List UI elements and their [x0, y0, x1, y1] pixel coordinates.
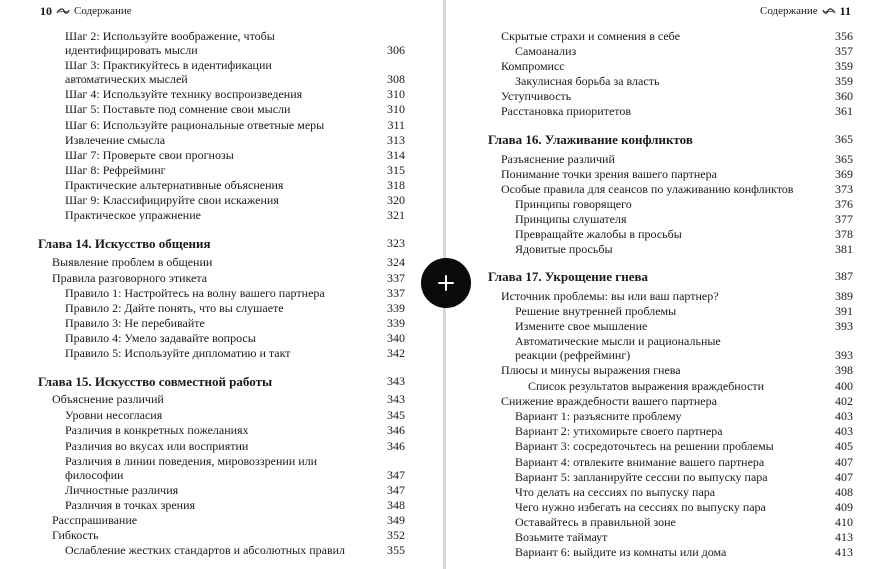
toc-entry[interactable]: Правило 2: Дайте понять, что вы слушаете 339	[65, 301, 405, 315]
toc-entry[interactable]: Автоматические мысли и рациональные	[515, 334, 721, 348]
toc-entry[interactable]: Уровни несогласия 345	[65, 408, 405, 422]
toc-entry[interactable]: Шаг 9: Классифицируйте свои искажения 320	[65, 193, 405, 207]
right-page-number: 11	[839, 3, 851, 18]
toc-entry[interactable]: Шаг 8: Рефрейминг 315	[65, 163, 405, 177]
toc-entry[interactable]: Объяснение различий 343	[52, 392, 405, 406]
toc-entry[interactable]: Различия в конкретных пожеланиях 346	[65, 423, 405, 437]
toc-entry[interactable]: Решение внутренней проблемы 391	[515, 304, 853, 318]
toc-entry[interactable]: Принципы говорящего 376	[515, 197, 853, 211]
toc-entry[interactable]: Правило 4: Умело задавайте вопросы 340	[65, 331, 405, 345]
toc-entry[interactable]: Вариант 1: разъясните проблему 403	[515, 409, 853, 423]
toc-chapter[interactable]: Глава 17. Укрощение гнева 387	[488, 269, 853, 284]
toc-entry[interactable]: Практические альтернативные объяснения 318	[65, 178, 405, 192]
toc-entry[interactable]: Компромисс 359	[501, 59, 853, 73]
toc-entry[interactable]: Вариант 5: запланируйте сессии по выпуску пара 407	[515, 470, 853, 484]
toc-entry[interactable]: Правило 5: Используйте дипломатию и такт 342	[65, 346, 405, 360]
toc-chapter[interactable]: Глава 16. Улаживание конфликтов 365	[488, 132, 853, 147]
toc-entry[interactable]: Ядовитые просьбы 381	[515, 242, 853, 256]
toc-entry[interactable]: Особые правила для сеансов по улаживанию конфликтов 373	[501, 182, 853, 196]
toc-entry[interactable]: Правила разговорного этикета 337	[52, 271, 405, 285]
toc-entry[interactable]: автоматических мыслей 308	[65, 72, 405, 86]
toc-entry[interactable]: Возьмите таймаут 413	[515, 530, 853, 544]
toc-entry[interactable]: Оставайтесь в правильной зоне 410	[515, 515, 853, 529]
toc-entry[interactable]: идентифицировать мысли 306	[65, 43, 405, 57]
toc-entry[interactable]: Гибкость 352	[52, 528, 405, 542]
toc-chapter[interactable]: Глава 14. Искусство общения 323	[38, 236, 405, 251]
toc-entry[interactable]: Расспрашивание 349	[52, 513, 405, 527]
toc-entry[interactable]: Чего нужно избегать на сессиях по выпуску пара 409	[515, 500, 853, 514]
ornament-icon	[822, 7, 836, 15]
toc-entry[interactable]: Список результатов выражения враждебности 400	[528, 379, 853, 393]
toc-entry[interactable]: Снижение враждебности вашего партнера 402	[501, 394, 853, 408]
plus-icon	[437, 274, 455, 292]
left-page	[0, 0, 443, 569]
toc-chapter[interactable]: Глава 15. Искусство совместной работы 343	[38, 374, 405, 389]
toc-entry[interactable]: Шаг 3: Практикуйтесь в идентификации	[65, 58, 272, 72]
toc-entry[interactable]: Закулисная борьба за власть 359	[515, 74, 853, 88]
toc-entry[interactable]: Плюсы и минусы выражения гнева 398	[501, 363, 853, 377]
left-page-header	[40, 4, 132, 18]
toc-entry[interactable]: Различия во вкусах или восприятии 346	[65, 439, 405, 453]
toc-entry[interactable]: Вариант 3: сосредоточьтесь на решении проблемы 405	[515, 439, 853, 453]
toc-entry[interactable]: Разъяснение различий 365	[501, 152, 853, 166]
toc-entry[interactable]: Личностные различия 347	[65, 483, 405, 497]
toc-entry[interactable]: Практическое упражнение 321	[65, 208, 405, 222]
toc-entry[interactable]: Источник проблемы: вы или ваш партнер? 389	[501, 289, 853, 303]
toc-entry[interactable]: Различия в точках зрения 348	[65, 498, 405, 512]
toc-entry[interactable]: Шаг 5: Поставьте под сомнение свои мысли 310	[65, 102, 405, 116]
add-button[interactable]	[421, 258, 471, 308]
toc-entry[interactable]: Извлечение смысла 313	[65, 133, 405, 147]
toc-entry[interactable]: Шаг 6: Используйте рациональные ответные меры 311	[65, 118, 405, 132]
toc-entry[interactable]: реакции (рефрейминг) 393	[515, 348, 853, 362]
left-page-number: 10	[40, 3, 52, 18]
toc-entry[interactable]: Ослабление жестких стандартов и абсолютных правил 355	[65, 543, 405, 557]
right-header-title: Содержание	[760, 5, 818, 17]
right-page-header	[760, 4, 851, 18]
toc-entry[interactable]: Принципы слушателя 377	[515, 212, 853, 226]
toc-entry[interactable]: философии 347	[65, 468, 405, 482]
toc-entry[interactable]: Что делать на сессиях по выпуску пара 408	[515, 485, 853, 499]
toc-entry[interactable]: Вариант 6: выйдите из комнаты или дома 413	[515, 545, 853, 559]
toc-entry[interactable]: Самоанализ 357	[515, 44, 853, 58]
toc-entry[interactable]: Превращайте жалобы в просьбы 378	[515, 227, 853, 241]
toc-entry[interactable]: Скрытые страхи и сомнения в себе 356	[501, 29, 853, 43]
toc-entry[interactable]: Правило 3: Не перебивайте 339	[65, 316, 405, 330]
toc-entry[interactable]: Вариант 2: утихомирьте своего партнера 403	[515, 424, 853, 438]
right-page	[446, 0, 889, 569]
toc-entry[interactable]: Вариант 4: отвлеките внимание вашего партнера 407	[515, 455, 853, 469]
toc-entry[interactable]: Правило 1: Настройтесь на волну вашего партнера 337	[65, 286, 405, 300]
toc-entry[interactable]: Различия в линии поведения, мировоззрении или	[65, 454, 318, 468]
toc-entry[interactable]: Шаг 7: Проверьте свои прогнозы 314	[65, 148, 405, 162]
toc-entry[interactable]: Расстановка приоритетов 361	[501, 104, 853, 118]
toc-entry[interactable]: Уступчивость 360	[501, 89, 853, 103]
left-header-title: Содержание	[74, 5, 132, 17]
toc-entry[interactable]: Измените свое мышление 393	[515, 319, 853, 333]
toc-entry[interactable]: Шаг 4: Используйте технику воспроизведения 310	[65, 87, 405, 101]
ornament-icon	[56, 7, 70, 15]
toc-entry[interactable]: Понимание точки зрения вашего партнера 369	[501, 167, 853, 181]
toc-entry[interactable]: Шаг 2: Используйте воображение, чтобы	[65, 29, 275, 43]
toc-entry[interactable]: Выявление проблем в общении 324	[52, 255, 405, 269]
